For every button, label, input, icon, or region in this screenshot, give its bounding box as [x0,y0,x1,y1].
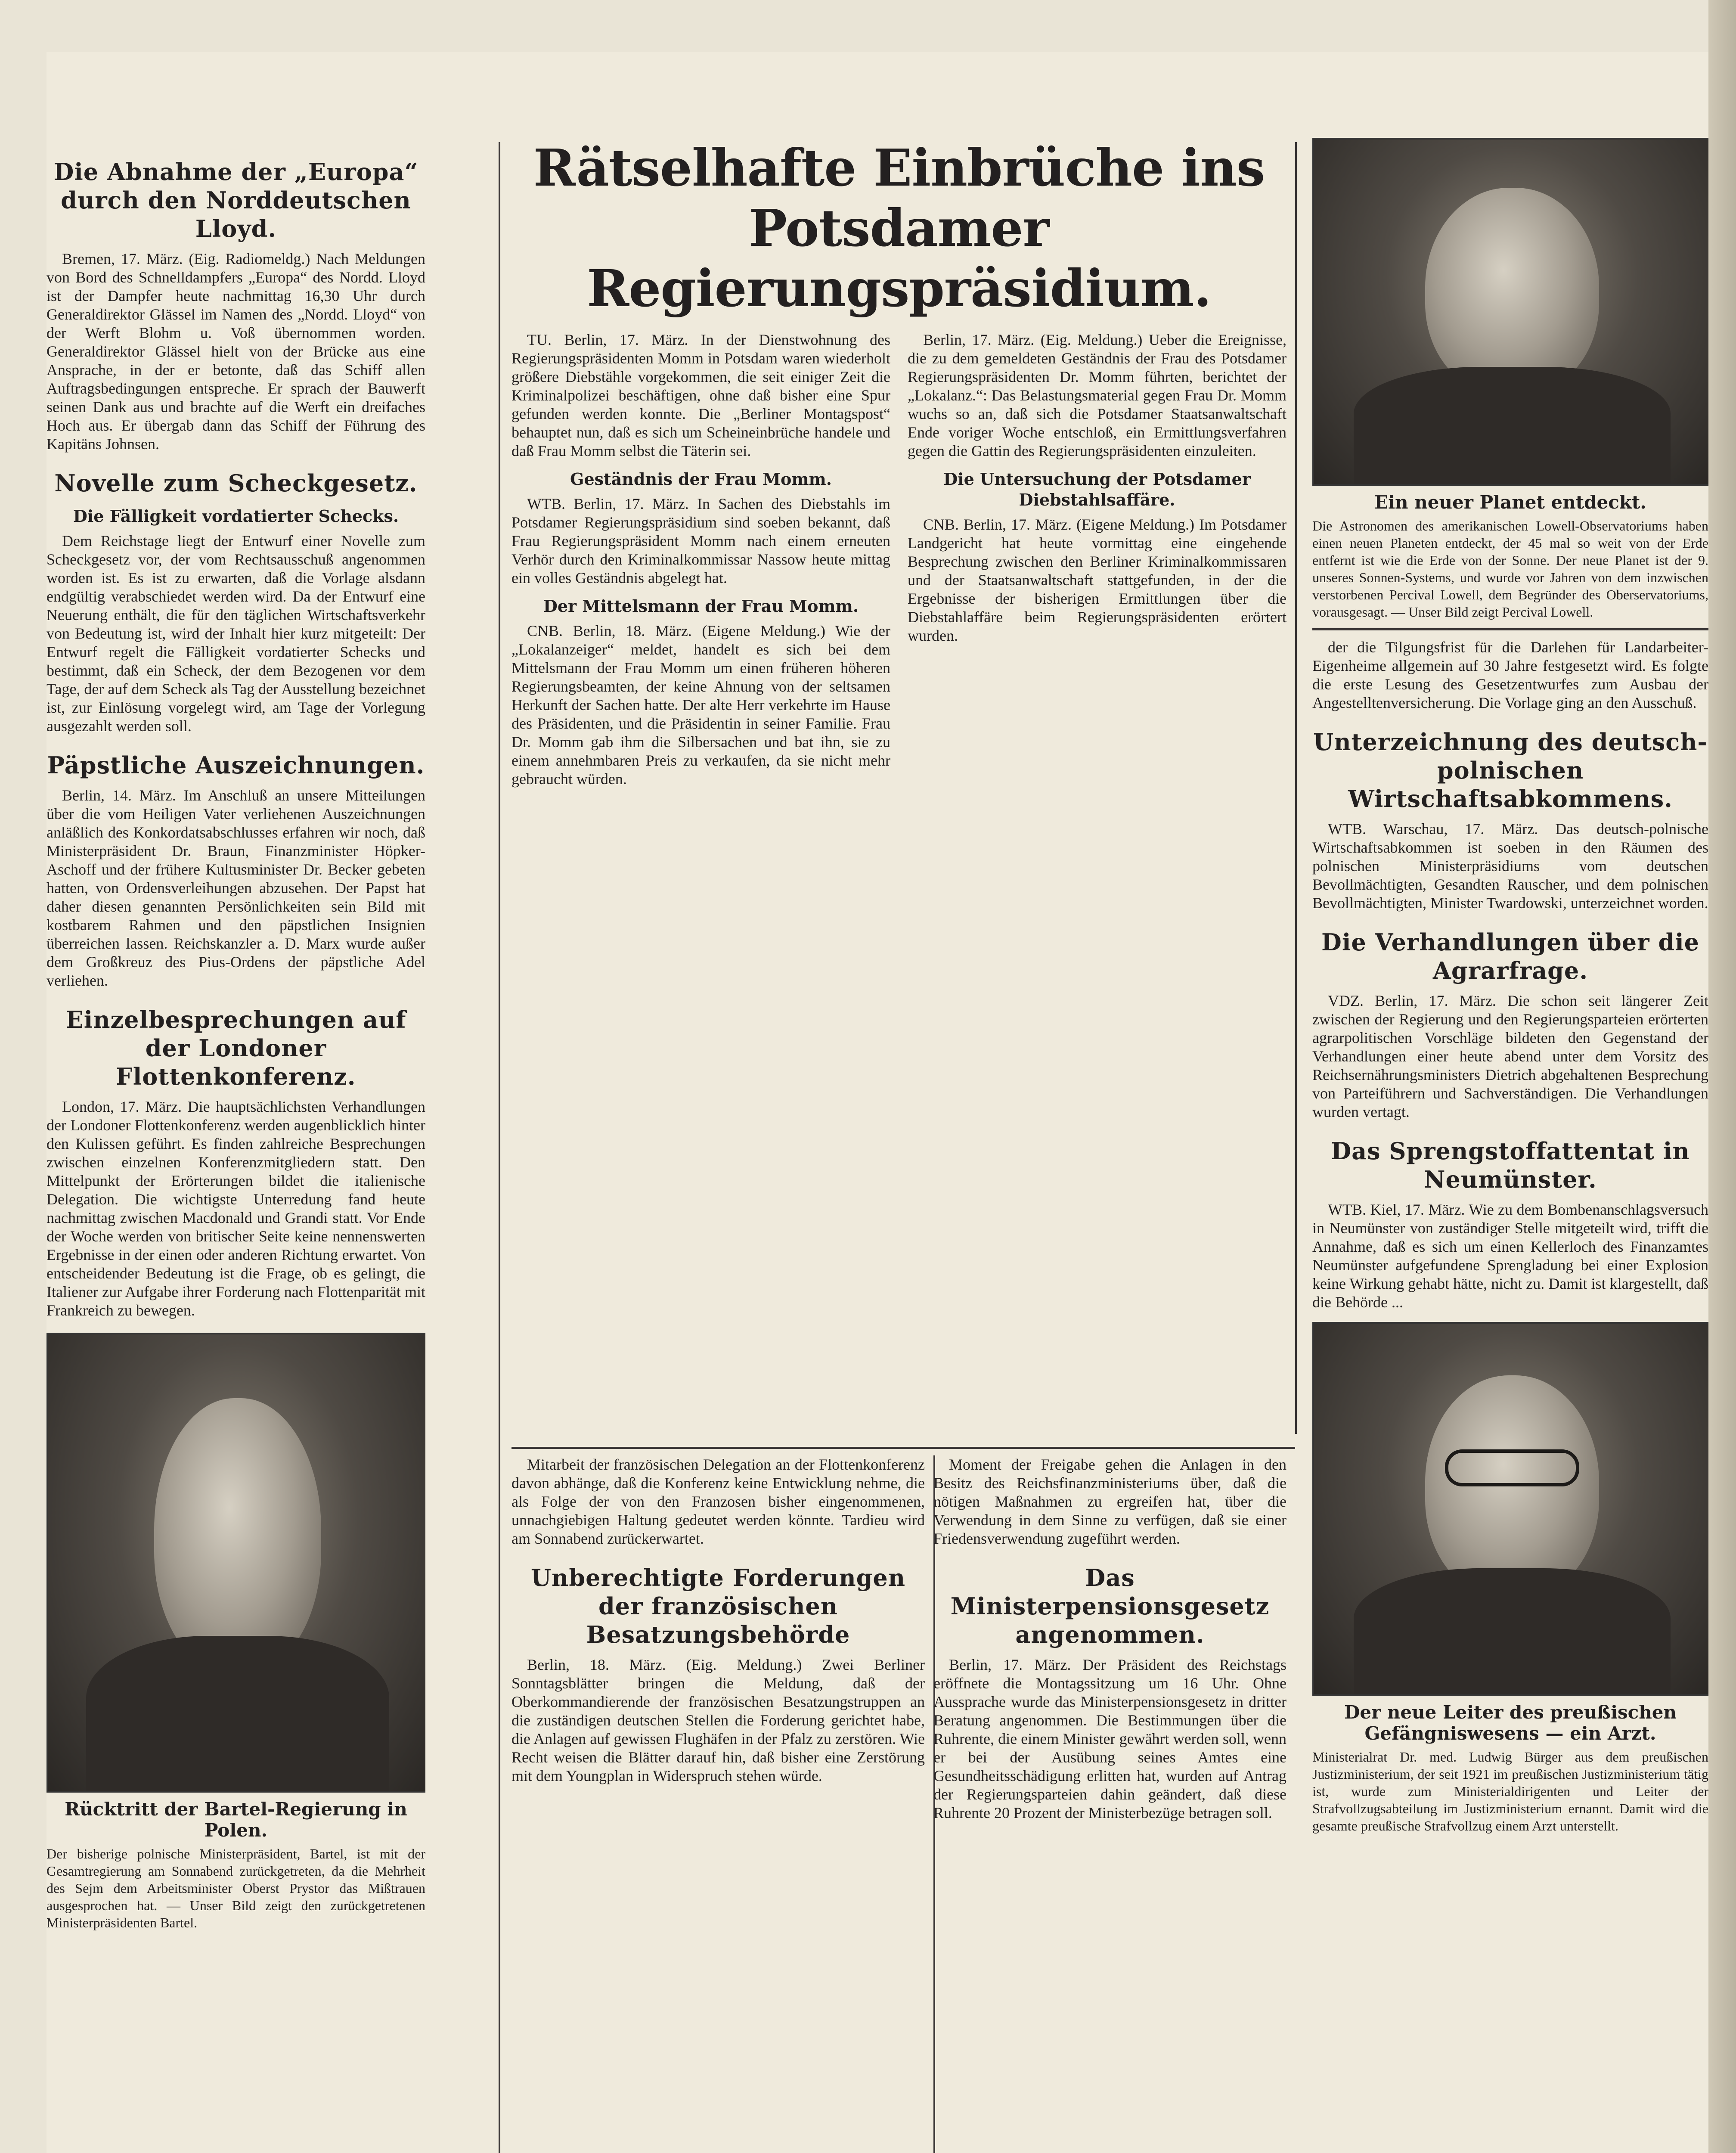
article-body: Dem Reichstage liegt der Entwurf einer Novelle zum Scheckgesetz vor, der vom Rechtsausschuß angenommen worden ist. Es ist zu erwarten, daß die Vorlage alsdann endgültig verabschiedet werden wird. Da der Entwurf eine Neuerung enthält, die für den täglichen Wirtschaftsverkehr von Bedeutung ist, wird der Inhalt hier kurz mitgeteilt: Der Entwurf regelt die Fälligkeit vordatierter Schecks und bestimmt, daß ein Scheck, der dem Bezogenen vor dem Tage, der auf dem Scheck als Tag der Ausstellung bezeichnet ist, zur Einlösung vorgelegt wird, am Tage der Vorlegung ausgezahlt werden soll. [46,532,425,735]
article-subtitle: Die Fälligkeit vordatierter Schecks. [73,506,399,526]
portrait-photo-lowell [1312,138,1708,486]
article-body: Berlin, 18. März. (Eig. Meldung.) Zwei Berliner Sonntagsblätter bringen die Meldung, daß der Oberkommandierende der französischen Besatzungstruppen an die zuständigen deutschen Stellen die Forderung gerichtet habe, die Anlagen auf gewissen Flughäfen in der Pfalz zu zerstören. Wie Recht weisen die Blätter darauf hin, daß bisher eine Zerstörung mit dem Youngplan in Widerspruch stehen würde. [512,1656,925,1784]
article-body: Berlin, 17. März. Der Präsident des Reichstags eröffnete die Montagssitzung um 16 Uhr. Ohne Aussprache wurde das Ministerpensionsgesetz in dritter Beratung angenommen. Die Bestimmungen über die Ruhrente, die einem Minister gewährt werden soll, wenn er bei der Ausübung seines Amtes eine Gesundheitsschädigung erlitten hat, wurden auf Antrag der Regierungsparteien dahin geändert, daß diese Ruhrente 20 Prozent der Ministerbezüge betragen soll. [933,1656,1286,1821]
portrait-body [1354,367,1671,484]
portrait-photo-buerger [1312,1322,1708,1696]
portrait-face [154,1398,321,1672]
article-title: Päpstliche Auszeichnungen. [47,751,425,779]
article-body: VDZ. Berlin, 17. März. Die schon seit längerer Zeit zwischen der Regierung und den Regierungsparteien erörterten agrarpolitischen Vorschläge bildeten den Gegenstand der Verhandlungen einer heute abend unter dem Vorsitz des Reichsernährungsministers Dietrich abgehaltenen Besprechung von Parteiführern und Sachverständigen. Die Verhandlungen wurden vertagt. [1312,992,1708,1120]
article-body: TU. Berlin, 17. März. In der Dienstwohnung des Regierungspräsidenten Momm in Potsdam waren wiederholt größere Diebstähle vorgekommen, die seit einiger Zeit die Kriminalpolizei beschäftigen, ohne daß bisher eine Spur gefunden werden konnte. Die „Berliner Montagspost“ behauptet nun, daß es sich um Scheineinbrüche handele und daß Frau Momm selbst die Täterin sei. [512,331,890,459]
article-title: Das Ministerpensionsgesetz angenommen. [950,1564,1270,1648]
article-title: Unterzeichnung des deutsch-polnischen Wirtschaftsabkommens. [1313,728,1708,813]
lower-left-column [512,1455,925,2153]
photo-caption-title: Ein neuer Planet entdeckt. [1374,492,1646,513]
portrait-photo-bartel [46,1333,425,1793]
article-body: WTB. Berlin, 17. März. In Sachen des Diebstahls im Potsdamer Regierungspräsidium sind soeben bekannt, daß Frau Regierungspräsident Momm nach einem erneuten Verhör durch den Kriminalkommissar Nassow heute mittag ein volles Geständnis abgelegt hat. [512,495,890,586]
right-column [1312,138,1708,2153]
article-body: CNB. Berlin, 18. März. (Eigene Meldung.) Wie der „Lokalanzeiger“ meldet, handelt es sich bei dem Mittelsmann der Frau Momm um einen früheren höheren Regierungsbeamten, der keine Ahnung von der seltsamen Herkunft der Sachen hatte. Der alte Herr verkehrte im Hause des Präsidenten, und die Präsidentin in seiner Familie. Frau Dr. Momm gab ihm die Silbersachen und bat ihn, sie zu einem annehmbaren Preis zu verkaufen, da sie nicht mehr gebraucht würden. [512,622,890,788]
article-body: Bremen, 17. März. (Eig. Radiomeldg.) Nach Meldungen von Bord des Schnelldampfers „Europa“ des Nordd. Lloyd ist der Dampfer heute nachmittag 16,30 Uhr durch Generaldirektor Glässel im Namen des „Nordd. Lloyd“ von der Werft Blohm u. Voß übernommen worden. Generaldirektor Glässel hielt von der Brücke aus eine Ansprache, in der er betonte, daß das Schiff allen Auftragsbedingungen entspreche. Er sprach der Bauwerft seinen Dank aus und brachte auf die Werft ein dreifaches Hoch aus. Er übergab dann das Schiff der Führung des Kapitäns Johnsen. [46,250,425,453]
portrait-face [1425,188,1600,394]
article-body: London, 17. März. Die hauptsächlichsten Verhandlungen der Londoner Flottenkonferenz werden augenblicklich hinter den Kulissen geführt. Es finden zahlreiche Besprechungen zwischen einzelnen Konferenzmitgliedern statt. Den Mittelpunkt der Erörterungen bildet die italienische Delegation. Die wichtigste Unterredung fand heute nachmittag zwischen Macdonald und Grandi statt. Vor Ende der Woche werden von britischer Seite keine nennenswerten Ergebnisse in der einen oder anderen Richtung erwartet. Von entscheidender Bedeutung ist die Frage, ob es gelingt, die Italiener zur Aufgabe ihrer Forderung nach Flottenparität mit Frankreich zu bewegen. [46,1098,425,1319]
photo-caption: Der bisherige polnische Ministerpräsident, Bartel, ist mit der Gesamtregierung am Sonnabend zurückgetreten, da die Mehrheit des Sejm dem Arbeitsminister Oberst Prystor das Mißtrauen ausgesprochen hat. — Unser Bild zeigt den zurückgetretenen Ministerpräsidenten Bartel. [46,1846,425,1930]
photo-caption: Ministerialrat Dr. med. Ludwig Bürger aus dem preußischen Justizministerium, der seit 1921 im preußischen Justizministerium tätig ist, wurde zum Ministerialdirigenten und Leiter der Strafvollzugsabteilung im Justizministerium ernannt. Damit wird die gesamte preußische Strafvollzug einem Arzt unterstellt. [1312,1749,1708,1833]
article-body: Berlin, 14. März. Im Anschluß an unsere Mitteilungen über die vom Heiligen Vater verliehenen Auszeichnungen anläßlich des Konkordatsabschlusses erfahren wir noch, daß Ministerpräsident Dr. Braun, Finanzminister Höpker-Aschoff und der frühere Kultusminister Dr. Becker gebeten hatten, von Ordensverleihungen abzusehen. Der Papst hat daher diesen genannten Persönlichkeiten sein Bild mit kostbarem Rahmen und den päpstlichen Insignien überreichen lassen. Reichskanzler a. D. Marx wurde außer dem Großkreuz des Pius-Ordens der päpstliche Adel verliehen. [46,787,425,989]
article-body: Moment der Freigabe gehen die Anlagen in den Besitz des Reichsfinanzministeriums über, daß die nötigen Maßnahmen zu ergreifen hat, über die Verwendung in dem Sinne zu verfügen, daß sie einer Friedensverwendung zugeführt werden. [933,1456,1286,1547]
portrait-body [1354,1568,1671,1694]
photo-caption: Die Astronomen des amerikanischen Lowell-Observatoriums haben einen neuen Planeten entdeckt, der 45 mal so weit von der Erde entfernt ist wie die Erde von der Sonne. Der neue Planet ist der 9. unseres Sonnen-Systems, und wurde vor Jahren von dem inzwischen verstorbenen Percival Lowell, dem Begründer des Oberservatoriums, vorausgesagt. — Unser Bild zeigt Percival Lowell. [1312,518,1708,620]
main-headline: Rätselhafte Einbrüche ins Potsdamer Regierungspräsidium. [533,138,1265,318]
article-body: CNB. Berlin, 17. März. (Eigene Meldung.) Im Potsdamer Landgericht hat heute vormittag eine eingehende Besprechung zwischen den Berliner Kriminalkommissaren und der Staatsanwaltschaft stattgefunden, in der die Ergebnisse der bisherigen Ermittlungen über die Diebstahlaffäre beim Regierungspräsidenten erörtert wurden. [908,516,1286,644]
article-subtitle: Geständnis der Frau Momm. [570,469,832,489]
left-column [46,142,425,2153]
portrait-face [1425,1375,1600,1598]
main-article [512,138,1286,1443]
article-title: Einzelbesprechungen auf der Londoner Flottenkonferenz. [65,1006,406,1090]
article-body: WTB. Kiel, 17. März. Wie zu dem Bombenanschlagsversuch in Neumünster von zuständiger Stelle mitgeteilt wird, trifft die Annahme, daß es sich um einen Kellerloch des Finanzamtes Neumünster aufgefundene Sprengladung bei einer Explosion keine Wirkung gehabt hätte, nicht zu. Damit ist klargestellt, daß die Behörde ... [1312,1201,1708,1311]
column-rule-2 [1295,142,1297,1434]
article-subtitle: Der Mittelsmann der Frau Momm. [543,596,859,616]
photo-caption-title: Rücktritt der Bartel-Regierung in Polen. [65,1799,407,1841]
page-edge [1708,0,1736,2153]
article-title: Die Verhandlungen über die Agrarfrage. [1321,928,1699,984]
section-rule [512,1447,1295,1449]
article-title: Novelle zum Scheckgesetz. [54,469,418,497]
article-subtitle: Die Untersuchung der Potsdamer Diebstahlsaffäre. [943,469,1251,509]
column-rule-1 [499,142,500,2153]
article-title: Die Abnahme der „Europa“ durch den Norddeutschen Lloyd. [53,158,418,242]
lower-right-column [933,1455,1286,2153]
article-title: Das Sprengstoffattentat in Neumünster. [1331,1137,1690,1193]
newspaper-page [46,52,1708,2153]
article-title: Unberechtigte Forderungen der französischen Besatzungsbehörde [530,1564,906,1648]
article-body: Berlin, 17. März. (Eig. Meldung.) Ueber die Ereignisse, die zu dem gemeldeten Geständnis der Frau des Potsdamer Regierungspräsidenten Dr. Momm führten, berichtet der „Lokalanz.“: Das Belastungsmaterial gegen Frau Dr. Momm wuchs so an, daß sich die Potsdamer Staatsanwaltschaft Ende voriger Woche entschloß, ein Ermittlungsverfahren gegen die Gattin des Regierungspräsidenten einzuleiten. [908,331,1286,459]
photo-caption-title: Der neue Leiter des preußischen Gefängniswesens — ein Arzt. [1344,1702,1677,1744]
divider [1312,628,1708,630]
portrait-body [86,1636,389,1791]
portrait-glasses [1445,1449,1580,1486]
article-body: Mitarbeit der französischen Delegation an der Flottenkonferenz davon abhänge, daß die Konferenz keine Entwicklung nehme, die als Folge der von den Franzosen bisher eingenommenen, unnachgiebigen Haltung gedeutet werden könnte. Tardieu wird am Sonnabend zurückerwartet. [512,1456,925,1547]
article-body: der die Tilgungsfrist für die Darlehen für Landarbeiter-Eigenheime allgemein auf 30 Jahre festgesetzt wird. Es folgte die erste Lesung des Gesetzentwurfes zum Ausbau der Angestelltenversicherung. Die Vorlage ging an den Ausschuß. [1312,639,1708,711]
article-body: WTB. Warschau, 17. März. Das deutsch-polnische Wirtschaftsabkommen ist soeben in den Räumen des polnischen Ministerpräsidiums vom deutschen Bevollmächtigten, Gesandten Rauscher, und dem polnischen Bevollmächtigten, Minister Twardowski, unterzeichnet worden. [1312,820,1708,912]
